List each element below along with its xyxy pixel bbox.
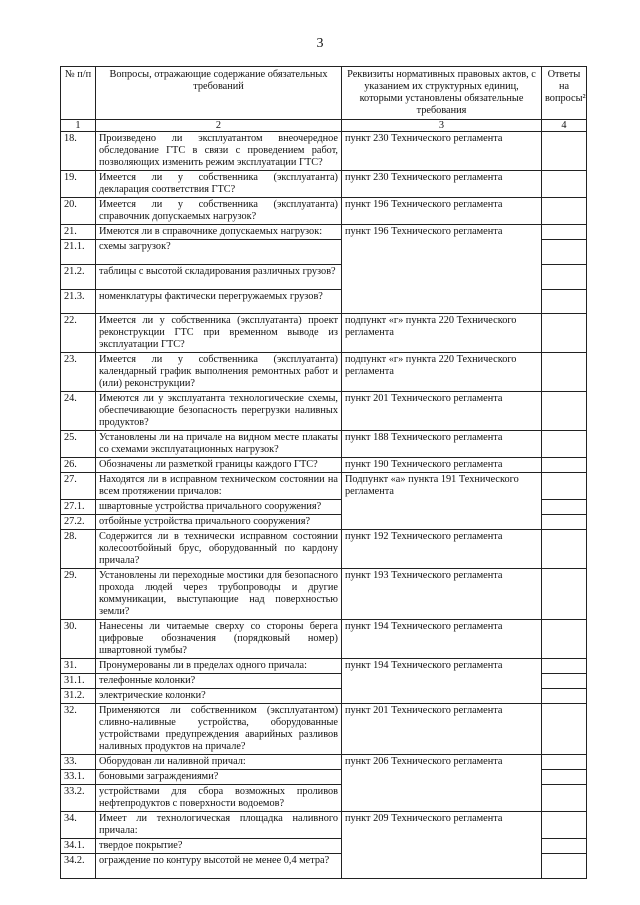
reference-cell: пункт 196 Технического регламента — [342, 198, 542, 225]
row-number: 18. — [61, 132, 96, 171]
answer-cell[interactable] — [542, 225, 587, 240]
reference-cell: пункт 194 Технического регламента — [342, 620, 542, 659]
question-cell: электрические колонки? — [96, 689, 342, 704]
reference-cell: Подпункт «а» пункта 191 Технического регламента — [342, 473, 542, 530]
answer-cell[interactable] — [542, 314, 587, 353]
row-number: 34. — [61, 812, 96, 839]
reference-cell: пункт 206 Технического регламента — [342, 755, 542, 812]
row-number: 33.1. — [61, 770, 96, 785]
question-cell: твердое покрытие? — [96, 839, 342, 854]
row-number: 22. — [61, 314, 96, 353]
table-row — [61, 225, 587, 240]
answer-cell[interactable] — [542, 674, 587, 689]
question-cell: Установлены ли переходные мостики для безопасного прохода людей через трубопроводы и другие коммуникации, выступающие над поверхностью земли? — [96, 569, 342, 620]
reference-cell: пункт 230 Технического регламента — [342, 171, 542, 198]
table-row — [61, 569, 587, 620]
answer-cell[interactable] — [542, 530, 587, 569]
question-cell: Имеет ли технологическая площадка наливного причала: — [96, 812, 342, 839]
reference-cell: пункт 196 Технического регламента — [342, 225, 542, 314]
table-row — [61, 198, 587, 225]
row-number: 33.2. — [61, 785, 96, 812]
question-cell: Имеются ли у эксплуатанта технологические схемы, обеспечивающие безопасность перегрузки наливных продуктов? — [96, 392, 342, 431]
row-number: 29. — [61, 569, 96, 620]
question-cell: Обозначены ли разметкой границы каждого ГТС? — [96, 458, 342, 473]
answer-cell[interactable] — [542, 290, 587, 314]
answer-cell[interactable] — [542, 812, 587, 839]
index-cell: 1 — [61, 120, 96, 132]
answer-cell[interactable] — [542, 689, 587, 704]
row-number: 27.2. — [61, 515, 96, 530]
question-cell: Находятся ли в исправном техническом состоянии на всем протяжении причалов: — [96, 473, 342, 500]
header-question: Вопросы, отражающие содержание обязательных требований — [96, 67, 342, 120]
index-cell: 3 — [342, 120, 542, 132]
table-row — [61, 812, 587, 839]
table-row — [61, 620, 587, 659]
row-number: 20. — [61, 198, 96, 225]
header-num: № п/п — [61, 67, 96, 120]
question-cell: номенклатуры фактически перегружаемых грузов? — [96, 290, 342, 314]
question-cell: боновыми заграждениями? — [96, 770, 342, 785]
answer-cell[interactable] — [542, 854, 587, 879]
reference-cell: пункт 192 Технического регламента — [342, 530, 542, 569]
question-cell: Нанесены ли читаемые сверху со стороны берега цифровые обозначения (порядковый номер) швартовной тумбы? — [96, 620, 342, 659]
question-cell: швартовные устройства причального сооружения? — [96, 500, 342, 515]
reference-cell: подпункт «г» пункта 220 Технического регламента — [342, 353, 542, 392]
answer-cell[interactable] — [542, 839, 587, 854]
reference-cell: пункт 230 Технического регламента — [342, 132, 542, 171]
reference-cell: пункт 193 Технического регламента — [342, 569, 542, 620]
reference-cell: пункт 201 Технического регламента — [342, 704, 542, 755]
header-reference: Реквизиты нормативных правовых актов, с указанием их структурных единиц, которыми установлены обязательные требования — [342, 67, 542, 120]
row-number: 21.1. — [61, 240, 96, 265]
answer-cell[interactable] — [542, 353, 587, 392]
question-cell: Произведено ли эксплуатантом внеочередное обследование ГТС в связи с проведением работ, позволяющих изменить режим эксплуатации ГТС? — [96, 132, 342, 171]
answer-cell[interactable] — [542, 620, 587, 659]
row-number: 25. — [61, 431, 96, 458]
reference-cell: пункт 190 Технического регламента — [342, 458, 542, 473]
reference-cell: пункт 188 Технического регламента — [342, 431, 542, 458]
answer-cell[interactable] — [542, 392, 587, 431]
row-number: 27.1. — [61, 500, 96, 515]
question-cell: таблицы с высотой складирования различных грузов? — [96, 265, 342, 290]
table-row — [61, 704, 587, 755]
question-cell: схемы загрузок? — [96, 240, 342, 265]
answer-cell[interactable] — [542, 198, 587, 225]
answer-cell[interactable] — [542, 755, 587, 770]
row-number: 34.2. — [61, 854, 96, 879]
row-number: 23. — [61, 353, 96, 392]
answer-cell[interactable] — [542, 704, 587, 755]
column-index-row — [61, 120, 587, 132]
row-number: 28. — [61, 530, 96, 569]
answer-cell[interactable] — [542, 473, 587, 500]
row-number: 33. — [61, 755, 96, 770]
row-number: 27. — [61, 473, 96, 500]
row-number: 21. — [61, 225, 96, 240]
header-answers: Ответы на вопросы² — [542, 67, 587, 120]
table-row — [61, 314, 587, 353]
question-cell: отбойные устройства причального сооружения? — [96, 515, 342, 530]
table-row — [61, 659, 587, 674]
table-row — [61, 392, 587, 431]
row-number: 19. — [61, 171, 96, 198]
row-number: 26. — [61, 458, 96, 473]
row-number: 31. — [61, 659, 96, 674]
table-row — [61, 473, 587, 500]
row-number: 24. — [61, 392, 96, 431]
answer-cell[interactable] — [542, 569, 587, 620]
reference-cell: пункт 209 Технического регламента — [342, 812, 542, 879]
row-number: 31.2. — [61, 689, 96, 704]
answer-cell[interactable] — [542, 240, 587, 265]
question-cell: устройствами для сбора возможных проливов нефтепродуктов с поверхности водоемов? — [96, 785, 342, 812]
reference-cell: пункт 194 Технического регламента — [342, 659, 542, 704]
index-cell: 2 — [96, 120, 342, 132]
row-number: 32. — [61, 704, 96, 755]
row-number: 21.2. — [61, 265, 96, 290]
question-cell: Имеется ли у собственника (эксплуатанта) проект реконструкции ГТС при временном выводе из эксплуатации ГТС? — [96, 314, 342, 353]
answer-cell[interactable] — [542, 431, 587, 458]
row-number: 30. — [61, 620, 96, 659]
reference-cell: пункт 201 Технического регламента — [342, 392, 542, 431]
answer-cell[interactable] — [542, 515, 587, 530]
table-row — [61, 132, 587, 171]
question-cell: Пронумерованы ли в пределах одного причала: — [96, 659, 342, 674]
question-cell: Имеются ли в справочнике допускаемых нагрузок: — [96, 225, 342, 240]
question-cell: Имеется ли у собственника (эксплуатанта) декларация соответствия ГТС? — [96, 171, 342, 198]
answer-cell[interactable] — [542, 770, 587, 785]
table-row — [61, 171, 587, 198]
question-cell: Установлены ли на причале на видном месте плакаты со схемами эксплуатационных нагрузок? — [96, 431, 342, 458]
table-row — [61, 755, 587, 770]
question-cell: ограждение по контуру высотой не менее 0,4 метра? — [96, 854, 342, 879]
question-cell: Оборудован ли наливной причал: — [96, 755, 342, 770]
table-row — [61, 431, 587, 458]
row-number: 34.1. — [61, 839, 96, 854]
answer-cell[interactable] — [542, 171, 587, 198]
checklist-table — [60, 66, 587, 879]
question-cell: Имеется ли у собственника (эксплуатанта) справочник допускаемых нагрузок? — [96, 198, 342, 225]
answer-cell[interactable] — [542, 458, 587, 473]
table-row — [61, 458, 587, 473]
page-number: 3 — [316, 36, 324, 51]
question-cell: Применяются ли собственником (эксплуатантом) сливно-наливные устройства, оборудованные устройствами предупреждения аварийных разливов наливных продуктов на причале? — [96, 704, 342, 755]
index-cell: 4 — [542, 120, 587, 132]
reference-cell: подпункт «г» пункта 220 Технического регламента — [342, 314, 542, 353]
table-header — [61, 67, 587, 120]
answer-cell[interactable] — [542, 265, 587, 290]
question-cell: Содержится ли в технически исправном состоянии колесоотбойный брус, оборудованный по кардону причала? — [96, 530, 342, 569]
question-cell: Имеется ли у собственника (эксплуатанта) календарный график выполнения ремонтных работ и (или) реконструкции? — [96, 353, 342, 392]
table-body — [61, 120, 587, 879]
answer-cell[interactable] — [542, 132, 587, 171]
question-cell: телефонные колонки? — [96, 674, 342, 689]
answer-cell[interactable] — [542, 785, 587, 812]
answer-cell[interactable] — [542, 659, 587, 674]
table-row — [61, 530, 587, 569]
answer-cell[interactable] — [542, 500, 587, 515]
table-row — [61, 353, 587, 392]
row-number: 31.1. — [61, 674, 96, 689]
row-number: 21.3. — [61, 290, 96, 314]
